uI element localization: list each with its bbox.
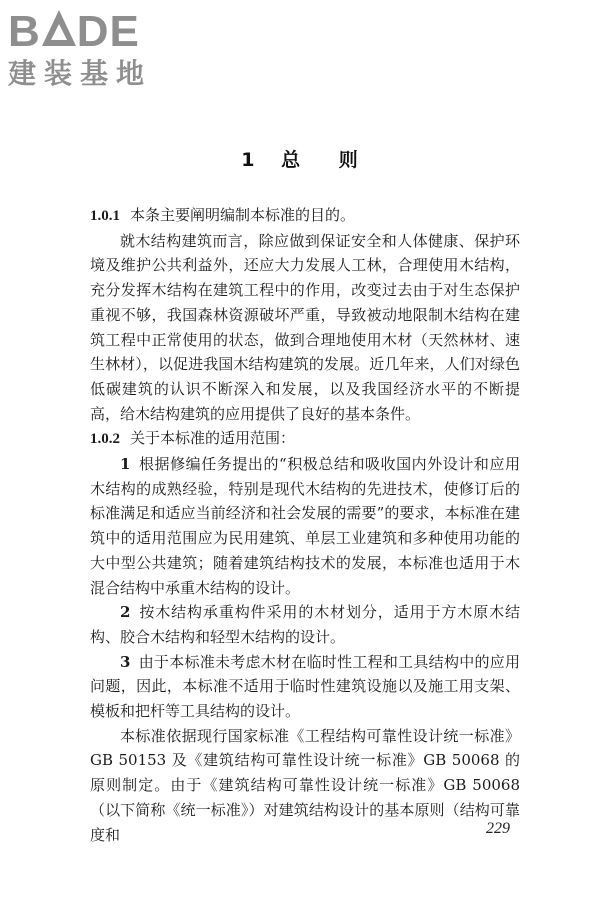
list-item-1 bbox=[90, 452, 520, 600]
clause-heading: 本条主要阐明编制本标准的目的。 bbox=[130, 206, 356, 224]
logo-wordmark bbox=[8, 6, 178, 55]
logo-chinese-name: 建装基地 bbox=[8, 57, 153, 90]
chapter-title-char-2: 则 bbox=[338, 149, 359, 171]
clause-1-0-2 bbox=[90, 426, 520, 452]
item-text: 按木结构承重构件采用的木材划分，适用于方木原木结构、胶合木结构和轻型木结构的设计。 bbox=[90, 603, 520, 646]
paragraph: 本标准依据现行国家标准《工程结构可靠性设计统一标准》GB 50153 及《建筑结构可靠性设计统一标准》GB 50068 的原则制定。由于《建筑结构可靠性设计统一标准》GB 50068（以下简称《统一标准》）对建筑结构设计的基本原则（结构可靠度和 bbox=[90, 726, 520, 844]
clause-number: 1.0.2 bbox=[90, 431, 120, 448]
logo-letters-de: DE bbox=[76, 7, 140, 56]
list-item-2 bbox=[90, 600, 520, 649]
clause-heading: 关于本标准的适用范围： bbox=[130, 429, 296, 448]
bade-logo bbox=[8, 6, 178, 96]
item-number: 2 bbox=[120, 603, 131, 622]
chapter-title-char-1: 总 bbox=[281, 149, 302, 171]
item-text: 根据修编任务提出的“积极总结和吸收国内外设计和应用木结构的成熟经验，特别是现代木结构的先进技术，使修订后的标准满足和适应当前经济和社会发展的需要”的要求，本标准在建筑中的适用范围应为民用建筑、单层工业建筑和多种使用功能的大中型公共建筑；随着建筑结构技术的发展，本标准也适用于木混合结构中承重木结构的设计。 bbox=[90, 455, 520, 597]
document-body bbox=[90, 203, 520, 847]
clause-1-0-1 bbox=[90, 203, 520, 229]
logo-triangle-mark bbox=[42, 6, 76, 46]
list-item-3 bbox=[90, 650, 520, 724]
logo-letter-b: B bbox=[8, 7, 41, 56]
chapter-title bbox=[0, 145, 600, 172]
item-text: 由于本标准未考虑木材在临时性工程和工具结构中的应用问题，因此，本标准不适用于临时性建筑设施以及施工用支架、模板和把杆等工具结构的设计。 bbox=[90, 652, 520, 721]
item-number: 3 bbox=[120, 652, 131, 671]
paragraph: 就木结构建筑而言，除应做到保证安全和人体健康、保护环境及维护公共利益外，还应大力发展人工林，合理使用木结构，充分发挥木结构在建筑工程中的作用，改变过去由于对生态保护重视不够，我国森林资源破坏严重，导致被动地限制木结构在建筑工程中正常使用的状态，做到合理地使用木材（天然林材、速生林材），以促进我国木结构建筑的发展。近几年来，人们对绿色低碳建筑的认识不断深入和发展，以及我国经济水平的不断提高，给木结构建筑的应用提供了良好的基本条件。 bbox=[90, 231, 520, 423]
page-number: 229 bbox=[486, 820, 510, 837]
chapter-number: 1 bbox=[241, 149, 256, 171]
clause-number: 1.0.1 bbox=[90, 208, 120, 224]
item-number: 1 bbox=[120, 455, 131, 474]
